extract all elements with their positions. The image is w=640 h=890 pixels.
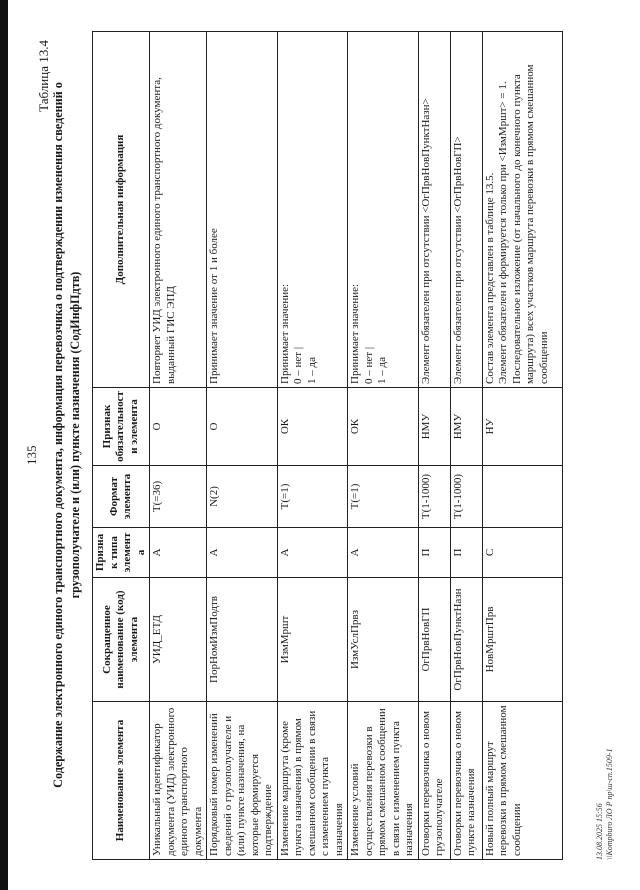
cell-type: П <box>450 528 482 578</box>
cell-type: А <box>207 528 278 578</box>
cell-required: НУ <box>482 388 562 466</box>
cell-format <box>482 466 562 528</box>
cell-code: ОгПрвНовПунктНазн <box>450 578 482 702</box>
info-line: Принимает значение: <box>349 283 361 384</box>
cell-required: НМУ <box>450 388 482 466</box>
cell-code: ПорНомИзмПодтв <box>207 578 278 702</box>
cell-info <box>348 32 419 388</box>
cell-info <box>418 32 450 388</box>
info-line: 1 – да <box>305 357 318 384</box>
cell-code: ИзмУслПрвз <box>348 578 419 702</box>
cell-format: T(=1) <box>277 466 348 528</box>
info-line: Элемент обязателен при отсутствии <ОгПрвНовГП> <box>451 136 464 384</box>
cell-required: ОК <box>277 388 348 466</box>
cell-type: А <box>277 528 348 578</box>
cell-info <box>150 32 207 388</box>
cell-type: С <box>482 528 562 578</box>
cell-name: Уникальный идентификатор документа (УИД) электронного единого транспортного документа <box>150 702 207 860</box>
table-row <box>450 32 482 860</box>
cell-info <box>277 32 348 388</box>
info-line: 0 – нет | <box>292 346 304 384</box>
table-row <box>482 32 562 860</box>
table-row <box>207 32 278 860</box>
cell-name: Изменение маршрута (кроме пункта назначения) в прямом смешанном сообщении в связи с изменением пункта назначения <box>277 702 348 860</box>
stamp-line: 13.08.2025 15:56 <box>595 803 604 860</box>
cell-format: N(2) <box>207 466 278 528</box>
table-label: Таблица 13.4 <box>36 40 51 112</box>
info-line: 1 – да <box>376 357 388 384</box>
cell-required: О <box>150 388 207 466</box>
cell-type: А <box>348 528 419 578</box>
cell-name: Порядковый номер изменений сведений о грузополучателе и (или) пункте назначения, на которые формируется подтверждение <box>207 702 278 860</box>
table-row <box>150 32 207 860</box>
cell-code: УИД_ЕТД <box>150 578 207 702</box>
document-title <box>50 40 84 830</box>
cell-type: А <box>150 528 207 578</box>
info-line: Принимает значение: <box>278 283 291 384</box>
title-line: Содержание электронного единого транспортного документа, информация перевозчика о подтверждении изменения сведений о <box>51 82 65 788</box>
cell-name: Изменение условий осуществления перевозки в прямом смешанном сообщении в связи с изменением пункта назначения <box>348 702 419 860</box>
cell-code: ИзмМршт <box>277 578 348 702</box>
column-header-type: Признак типа элемента <box>93 528 150 578</box>
table-header-row <box>93 32 150 860</box>
cell-info <box>207 32 278 388</box>
column-header-name: Наименование элемента <box>93 702 150 860</box>
column-header-required: Признак обязательности элемента <box>93 388 150 466</box>
cell-info <box>450 32 482 388</box>
cell-info <box>482 32 562 388</box>
column-header-info: Дополнительная информация <box>93 32 150 388</box>
column-header-format: Формат элемента <box>93 466 150 528</box>
element-table <box>92 31 563 860</box>
title-line: грузополучателе и (или) пункте назначения (СодИнфПдтв) <box>68 271 82 599</box>
info-line: 0 – нет | <box>362 346 375 384</box>
table-row <box>348 32 419 860</box>
cell-required: ОК <box>348 388 419 466</box>
cell-format: T(=36) <box>150 466 207 528</box>
column-header-code: Сокращенное наименование (код) элемента <box>93 578 150 702</box>
cell-code: ОгПрвНовГП <box>418 578 450 702</box>
cell-format: T(1-1000) <box>450 466 482 528</box>
info-line: Элемент обязателен и формируется только при <ИзмМршт> = 1. <box>497 81 509 384</box>
info-line: Состав элемента представлен в таблице 13.5. <box>483 172 496 384</box>
cell-format: T(1-1000) <box>418 466 450 528</box>
stamp-line: \\Kompburo ЛО Р пр\ш-сп.1509-1 <box>605 748 614 860</box>
info-line: Повторяет УИД электронного единого транспортного документа, выданный ГИС ЭПД <box>151 77 177 384</box>
cell-required: О <box>207 388 278 466</box>
info-line: Элемент обязателен при отсутствии <ОгПрвНовПунктНазн> <box>419 98 432 384</box>
cell-format: T(=1) <box>348 466 419 528</box>
page-number: 135 <box>24 445 39 465</box>
cell-name: Оговорки перевозчика о новом грузополучателе <box>418 702 450 860</box>
cell-type: П <box>418 528 450 578</box>
table-row <box>277 32 348 860</box>
cell-required: НМУ <box>418 388 450 466</box>
info-line: Последовательное изложение (от начального до конечного пункта маршрута) всех участков маршрута перевозки в прямом смешанном сообщении <box>510 64 550 384</box>
scan-border <box>0 0 8 890</box>
cell-name: Новый полный маршрут перевозки в прямом смешанном сообщении <box>482 702 562 860</box>
cell-code: НовМрштПрв <box>482 578 562 702</box>
info-line: Принимает значение от 1 и более <box>208 228 220 384</box>
cell-name: Оговорки перевозчика о новом пункте назначения <box>450 702 482 860</box>
print-stamp <box>595 748 615 860</box>
table-row <box>418 32 450 860</box>
